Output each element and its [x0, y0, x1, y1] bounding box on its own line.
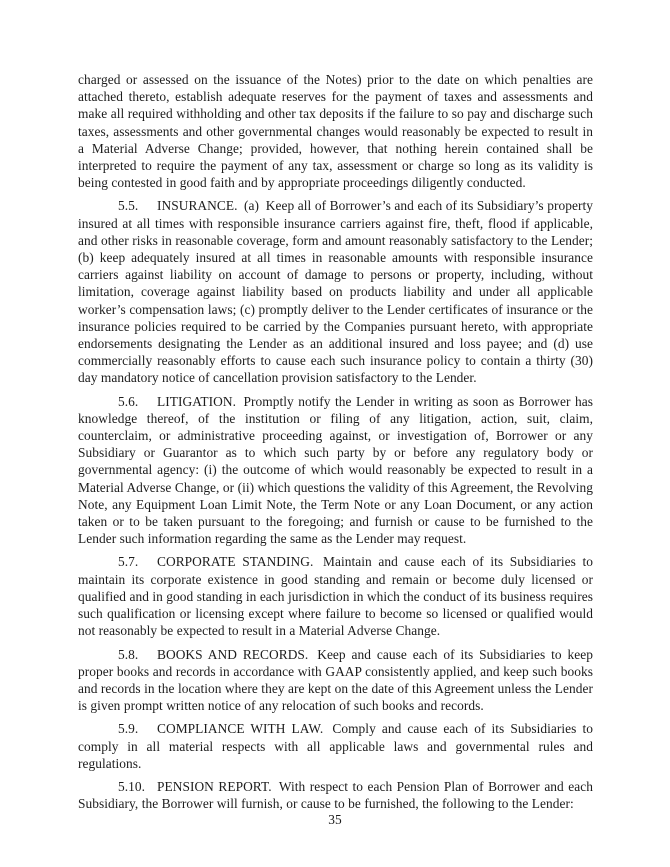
section-paragraph-5-9 [78, 720, 593, 772]
section-number: 5.5. [118, 198, 139, 214]
paragraph-text: Promptly notify the Lender in writing as soon as Borrower has knowledge thereof, of the institution or filing of any litigation, action, suit, claim, counterclaim, or administrative proceeding against, or investigation of, Borrower or any Subsidiary or Guarantor as to which such party by or before any regulatory body or governmental agency: (i) the outcome of which would reasonably be expected to result in a Material Adverse Change, or (ii) which questions the validity of this Agreement, the Revolving Note, any Equipment Loan Limit Note, the Term Note or any Loan Document, or any action taken or to be taken pursuant to the foregoing; and furnish or cause to be furnished to the Lender such information regarding the same as the Lender may request. [78, 393, 593, 547]
section-paragraph-5-7 [78, 553, 593, 639]
paragraph-text: Comply and cause each of its Subsidiaries to comply in all material respects with all applicable laws and governmental rules and regulations. [78, 721, 593, 771]
page-number: 35 [328, 812, 342, 827]
section-heading: PENSION REPORT. [157, 778, 272, 794]
section-heading: LITIGATION. [157, 393, 237, 409]
paragraph-text: (a) Keep all of Borrower’s and each of its Subsidiary’s property insured at all times with responsible insurance carriers against fire, theft, flood if applicable, and other risks in reasonable coverage, form and amount reasonably satisfactory to the Lender; (b) keep adequately insured at all times in reasonable amounts with responsible insurance carriers against liability on account of damage to persons or property, including, without limitation, coverage against liability based on products liability and under all applicable worker’s compensation laws; (c) promptly deliver to the Lender certificates of insurance or the insurance policies required to be carried by the Companies pursuant hereto, with appropriate endorsements designating the Lender as an additional insured and loss payee; and (d) use commercially reasonably efforts to cause each such insurance policy to contain a thirty (30) day mandatory notice of cancellation provision satisfactory to the Lender. [78, 198, 593, 386]
section-paragraph-5-5 [78, 197, 593, 386]
section-number: 5.9. [118, 721, 139, 737]
paragraph-text: Maintain and cause each of its Subsidiaries to maintain its corporate existence in good standing and remain or become duly licensed or qualified and in good standing in each jurisdiction in which the conduct of its business requires such qualification or licensing except where failure to become so licensed or qualified would not reasonably be expected to result in a Material Adverse Change. [78, 554, 594, 639]
paragraph-text: charged or assessed on the issuance of the Notes) prior to the date on which penalties are attached thereto, establish adequate reserves for the payment of taxes and assessments and make all required withholding and other tax deposits if the failure to so pay and discharge such taxes, assessments and other governmental changes would reasonably be expected to result in a Material Adverse Change; provided, however, that nothing herein contained shall be interpreted to require the payment of any tax, assessment or charge so long as its validity is being contested in good faith and by appropriate proceedings diligently conducted. [78, 72, 593, 191]
section-number: 5.6. [118, 393, 139, 409]
paragraph-text: With respect to each Pension Plan of Borrower and each Subsidiary, the Borrower will furnish, or cause to be furnished, the following to the Lender: [78, 778, 593, 812]
section-paragraph-5-6 [78, 393, 593, 548]
section-heading: COMPLIANCE WITH LAW. [157, 721, 324, 737]
section-number: 5.7. [118, 554, 139, 570]
section-number: 5.8. [118, 646, 139, 662]
section-heading: BOOKS AND RECORDS. [157, 646, 309, 662]
page-content [78, 71, 593, 818]
paragraph-continuation [78, 71, 593, 191]
section-heading: CORPORATE STANDING. [157, 554, 314, 570]
section-heading: INSURANCE. [157, 198, 238, 214]
section-paragraph-5-8 [78, 646, 593, 715]
section-paragraph-5-10 [78, 778, 593, 812]
paragraph-text: Keep and cause each of its Subsidiaries to keep proper books and records in accordance with GAAP consistently applied, and keep such books and records in the location where they are kept on the date of this Agreement unless the Lender is given prompt written notice of any relocation of such books and records. [78, 646, 593, 714]
section-number: 5.10. [118, 778, 146, 794]
